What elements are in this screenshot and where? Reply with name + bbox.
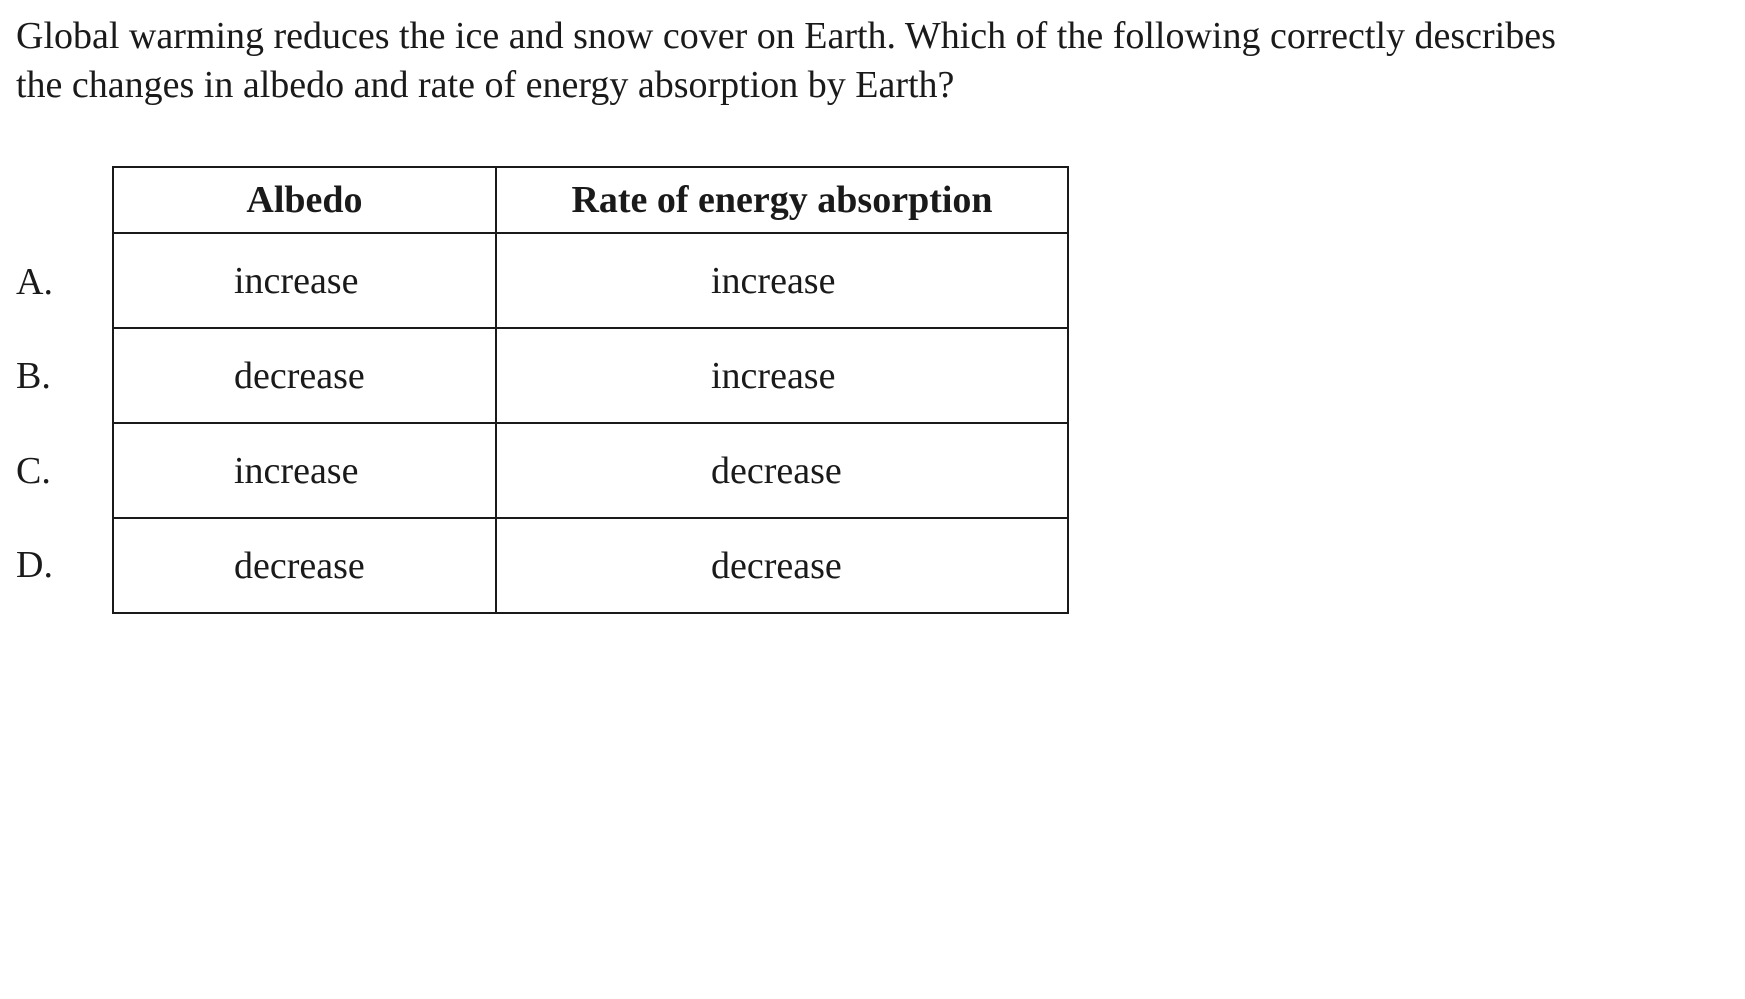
rate-cell-c: decrease: [496, 423, 1068, 518]
table-row-a[interactable]: [113, 233, 1068, 328]
option-letter-a[interactable]: A.: [16, 261, 53, 303]
rate-cell-a: increase: [496, 233, 1068, 328]
albedo-cell-a: increase: [113, 233, 496, 328]
option-letter-b[interactable]: B.: [16, 355, 51, 397]
albedo-cell-b: decrease: [113, 328, 496, 423]
header-rate-of-energy-absorption: Rate of energy absorption: [496, 167, 1068, 233]
header-albedo: Albedo: [113, 167, 496, 233]
question-text: [16, 12, 1716, 110]
table-row-b[interactable]: [113, 328, 1068, 423]
table-header-row: [113, 167, 1068, 233]
question-line-1: Global warming reduces the ice and snow cover on Earth. Which of the following correctly describes: [16, 15, 1556, 57]
table-row-d[interactable]: [113, 518, 1068, 613]
question-line-2: the changes in albedo and rate of energy absorption by Earth?: [16, 64, 955, 106]
rate-cell-b: increase: [496, 328, 1068, 423]
option-letter-c[interactable]: C.: [16, 450, 51, 492]
answer-options-table: [112, 166, 1069, 614]
table-row-c[interactable]: [113, 423, 1068, 518]
rate-cell-d: decrease: [496, 518, 1068, 613]
albedo-cell-d: decrease: [113, 518, 496, 613]
option-letter-d[interactable]: D.: [16, 544, 53, 586]
albedo-cell-c: increase: [113, 423, 496, 518]
